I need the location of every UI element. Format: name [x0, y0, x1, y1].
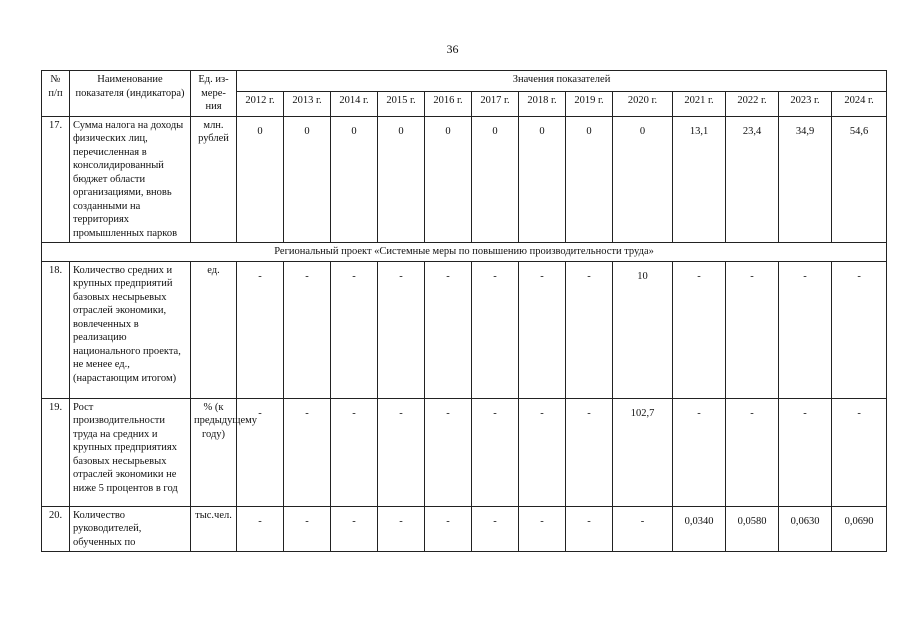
year-header: 2012 г.	[237, 91, 284, 116]
section-row	[42, 243, 887, 262]
header-name: Наименование показателя (индикатора)	[70, 71, 191, 117]
header-unit: Ед. из-мере-ния	[191, 71, 237, 117]
indicator-name: Сумма налога на доходы физических лиц, перечисленная в консолидированный бюджет области организациями, вновь созданными на территориях промышленных парков	[70, 116, 191, 243]
value-cell: -	[378, 261, 425, 398]
value-cell: -	[832, 261, 887, 398]
value-cell: -	[566, 506, 613, 552]
value-cell: -	[378, 398, 425, 506]
value-cell: -	[425, 261, 472, 398]
value-cell: 13,1	[673, 116, 726, 243]
value-cell: 0,0630	[779, 506, 832, 552]
value-cell: 0	[237, 116, 284, 243]
value-cell: -	[237, 261, 284, 398]
value-cell: 102,7	[613, 398, 673, 506]
value-cell: -	[613, 506, 673, 552]
unit-cell: ед.	[191, 261, 237, 398]
table-row	[42, 398, 887, 506]
row-number: 18.	[42, 261, 70, 398]
indicator-name: Количество руководителей, обученных по	[70, 506, 191, 552]
year-header: 2014 г.	[331, 91, 378, 116]
unit-cell: % (к предыдущему году)	[191, 398, 237, 506]
value-cell: -	[779, 261, 832, 398]
value-cell: -	[331, 398, 378, 506]
value-cell: -	[284, 261, 331, 398]
value-cell: -	[779, 398, 832, 506]
indicator-name: Количество средних и крупных предприятий базовых несырьевых отраслей экономики, вовлеченных в реализацию национального проекта, не менее ед., (нарастающим итогом)	[70, 261, 191, 398]
year-header: 2015 г.	[378, 91, 425, 116]
value-cell: 0	[284, 116, 331, 243]
value-cell: -	[472, 261, 519, 398]
year-header: 2013 г.	[284, 91, 331, 116]
year-header: 2022 г.	[726, 91, 779, 116]
value-cell: 0	[613, 116, 673, 243]
row-number: 20.	[42, 506, 70, 552]
value-cell: -	[566, 398, 613, 506]
value-cell: -	[519, 261, 566, 398]
value-cell: -	[566, 261, 613, 398]
value-cell: 23,4	[726, 116, 779, 243]
value-cell: -	[378, 506, 425, 552]
value-cell: 0	[378, 116, 425, 243]
value-cell: -	[284, 506, 331, 552]
year-header: 2023 г.	[779, 91, 832, 116]
table-row	[42, 506, 887, 552]
year-header: 2019 г.	[566, 91, 613, 116]
page-number: 36	[446, 42, 459, 56]
value-cell: 0	[472, 116, 519, 243]
value-cell: -	[519, 506, 566, 552]
value-cell: 0	[331, 116, 378, 243]
header-num: № п/п	[42, 71, 70, 117]
header-values: Значения показателей	[237, 71, 887, 92]
unit-cell: млн. рублей	[191, 116, 237, 243]
year-header: 2024 г.	[832, 91, 887, 116]
year-header: 2021 г.	[673, 91, 726, 116]
value-cell: -	[331, 261, 378, 398]
value-cell: -	[237, 398, 284, 506]
table-body	[42, 116, 887, 552]
indicator-name: Рост производительности труда на средних и крупных предприятиях базовых несырьевых отраслей экономики не ниже 5 процентов в год	[70, 398, 191, 506]
value-cell: 10	[613, 261, 673, 398]
value-cell: -	[832, 398, 887, 506]
value-cell: 34,9	[779, 116, 832, 243]
value-cell: -	[425, 398, 472, 506]
value-cell: 0,0340	[673, 506, 726, 552]
year-header: 2017 г.	[472, 91, 519, 116]
indicators-table	[41, 70, 887, 552]
row-number: 19.	[42, 398, 70, 506]
value-cell: -	[472, 506, 519, 552]
value-cell: -	[673, 398, 726, 506]
value-cell: -	[673, 261, 726, 398]
value-cell: 54,6	[832, 116, 887, 243]
table-row	[42, 261, 887, 398]
value-cell: -	[726, 261, 779, 398]
year-header: 2018 г.	[519, 91, 566, 116]
value-cell: 0,0580	[726, 506, 779, 552]
value-cell: 0	[425, 116, 472, 243]
value-cell: -	[726, 398, 779, 506]
value-cell: -	[331, 506, 378, 552]
value-cell: 0,0690	[832, 506, 887, 552]
value-cell: -	[472, 398, 519, 506]
value-cell: -	[237, 506, 284, 552]
year-header: 2020 г.	[613, 91, 673, 116]
value-cell: -	[284, 398, 331, 506]
value-cell: 0	[566, 116, 613, 243]
value-cell: -	[425, 506, 472, 552]
unit-cell: тыс.чел.	[191, 506, 237, 552]
section-title: Региональный проект «Системные меры по повышению производительности труда»	[42, 243, 887, 262]
value-cell: -	[519, 398, 566, 506]
row-number: 17.	[42, 116, 70, 243]
year-header: 2016 г.	[425, 91, 472, 116]
value-cell: 0	[519, 116, 566, 243]
table-row	[42, 116, 887, 243]
